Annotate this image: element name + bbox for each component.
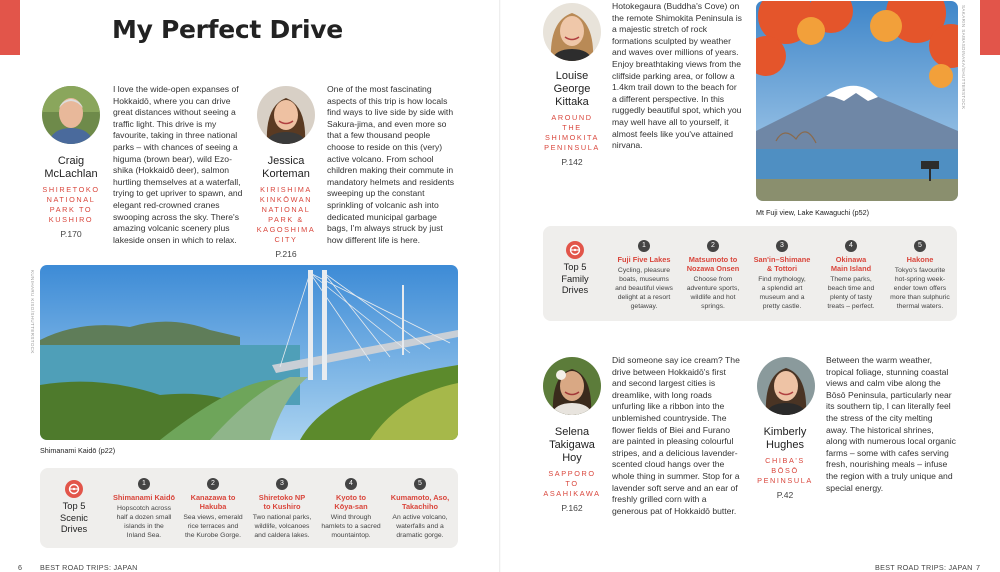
author-location: KUSHIRO — [48, 215, 94, 224]
author-name: Takigawa — [549, 439, 595, 451]
author-text-louise: Hotokegaura (Buddha's Cove) on the remote Shimokita Peninsula is a majestic stretch of rock formations sculpted by weather and waves over millions of years. Enjoy breathtaking views from the cliffside parking area, or follow a 1.4km trail down to the beach for a different perspective. In this ruggedly beautiful spot, which you may well have all to yourself, it almost feels like you've attained nirvana. — [612, 1, 742, 151]
author-name: McLachlan — [44, 168, 98, 180]
author-location: NATIONAL — [261, 205, 311, 214]
photo-credit: KUNIHARU KISO/SHUTTERSTOCK — [30, 270, 35, 354]
item-desc: plenty of tasty — [830, 294, 872, 301]
item-desc: islands in the — [124, 523, 164, 530]
item-title: Fuji Five Lakes — [617, 255, 671, 264]
author-name: Hoy — [562, 452, 582, 464]
author-selena — [532, 426, 612, 513]
author-location: CHIBA'S — [765, 456, 805, 465]
footer-title: BEST ROAD TRIPS: JAPAN — [40, 563, 138, 572]
author-kimberly — [745, 426, 825, 500]
panel-title: Drives — [60, 524, 88, 534]
item-desc: boats, museums — [619, 276, 669, 283]
top5-scenic-panel — [40, 468, 458, 548]
item-desc: Choose from — [693, 276, 733, 283]
author-name: Korteman — [262, 168, 310, 180]
author-location: PARK TO — [49, 205, 93, 214]
item-number: 2 — [707, 240, 719, 252]
panel-title: Family — [561, 273, 589, 284]
item-desc: wildlife, volcanoes — [254, 523, 310, 530]
panel-item — [674, 240, 752, 311]
panel-item — [381, 478, 459, 540]
page-ref: P.170 — [60, 229, 82, 239]
page-ref: P.162 — [561, 503, 583, 513]
panel-item — [743, 240, 821, 311]
author-text-craig: I love the wide-open expanses of Hokkaidō, where you can drive great distances without seeing a traffic light. This drive is my favourite, taking in three national parks – with chances of seeing a higuma (brown bear), wild Ezo-shika (Hokkaidō deer), salmon hurtling themselves at a waterfall, trying to get upriver to spawn, and elegant red-crowned cranes swooping across the sky. There's amazing volcanic scenery plus lakeside onsen in which to relax. — [113, 84, 243, 245]
item-number: 5 — [914, 240, 926, 252]
panel-heading — [48, 501, 100, 536]
item-number: 3 — [776, 240, 788, 252]
author-name: Louise — [555, 70, 589, 82]
steering-wheel-icon — [65, 480, 83, 498]
item-title: Matsumoto to — [688, 255, 738, 264]
author-location: TO — [565, 479, 579, 488]
item-desc: more than sulphuric — [890, 294, 950, 301]
item-number: 5 — [414, 478, 426, 490]
photo-shimanami-kaido — [40, 265, 458, 440]
item-desc: Wind through — [330, 514, 372, 521]
author-location: PENINSULA — [757, 476, 813, 485]
panel-heading — [549, 262, 601, 297]
item-desc: Cycling, pleasure — [617, 267, 671, 274]
item-desc: mountaintop. — [331, 532, 371, 539]
top5-family-panel — [543, 226, 957, 321]
item-desc: and beautiful views — [615, 285, 673, 292]
item-desc: Inland Sea. — [126, 532, 162, 539]
author-louise — [532, 70, 612, 167]
avatar-kimberly — [757, 357, 815, 415]
author-name: Jessica — [267, 155, 305, 167]
author-name: Kittaka — [555, 96, 589, 108]
author-craig — [30, 155, 112, 239]
steering-wheel-icon — [566, 241, 584, 259]
avatar-craig — [42, 86, 100, 144]
item-desc: pretty castle. — [762, 303, 802, 310]
author-location: SAPPORO — [548, 469, 596, 478]
item-number: 1 — [138, 478, 150, 490]
panel-item — [243, 478, 321, 540]
item-desc: ender town offers — [893, 285, 947, 292]
page-ref: P.142 — [561, 157, 583, 167]
item-desc: Find mythology, — [758, 276, 806, 283]
footer-title: BEST ROAD TRIPS: JAPAN — [875, 563, 973, 572]
item-title: Kumamoto, Aso, — [390, 493, 450, 502]
panel-item — [605, 240, 683, 311]
item-title: Hakuba — [199, 502, 227, 511]
photo-credit: SAKARIN SAWASDINAKA/SHUTTERSTOCK — [961, 5, 966, 110]
author-location: KAGOSHIMA — [256, 225, 316, 234]
avatar-louise — [543, 3, 601, 61]
item-title: Nozawa Onsen — [686, 264, 740, 273]
item-title: Okinawa — [835, 255, 867, 264]
item-desc: wildlife and hot — [690, 294, 736, 301]
author-text-selena: Did someone say ice cream? The drive between Hokkaidō's first and second largest cities is dreamlike, with long roads unfurling like a ribbon into the unblemished countryside. The flower fields of Biei and Furano are painted in pleasing colourful stripes, and a delicious lavender-scented cloud hangs over the whole thing in summer. Stop for a lavender soft serve and an ear of freshly grilled corn with a generous pat of Hokkaidō butter. — [612, 355, 740, 516]
author-location: SHIRETOKO — [42, 185, 100, 194]
item-title: to Kushiro — [263, 502, 301, 511]
item-title: Shimanami Kaidō — [112, 493, 175, 502]
item-desc: An active volcano, — [392, 514, 448, 521]
panel-item — [812, 240, 890, 311]
panel-item — [105, 478, 183, 540]
item-title: Takachiho — [401, 502, 438, 511]
item-number: 3 — [276, 478, 288, 490]
item-number: 1 — [638, 240, 650, 252]
item-desc: Theme parks, — [830, 276, 872, 283]
item-title: Kyoto to — [336, 493, 366, 502]
item-title: Kanazawa to — [190, 493, 236, 502]
panel-title: Top 5 — [563, 262, 587, 272]
author-location: KINKŌWAN — [259, 195, 313, 204]
item-desc: waterfalls and a — [396, 523, 444, 530]
page-title: My Perfect Drive — [112, 15, 343, 44]
item-title: Hakone — [906, 255, 934, 264]
item-desc: delight at a resort — [617, 294, 671, 301]
item-desc: beach time and — [827, 285, 875, 292]
item-desc: getaway. — [630, 303, 658, 310]
item-number: 4 — [345, 478, 357, 490]
item-desc: Hopscotch across — [116, 505, 172, 512]
author-location: AROUND — [551, 113, 593, 122]
author-location: ASAHIKAWA — [543, 489, 601, 498]
photo-mt-fuji — [756, 1, 958, 201]
footer-page-number: 7 — [976, 563, 981, 572]
item-title: Kōya-san — [334, 502, 368, 511]
author-jessica — [245, 155, 327, 259]
author-location: CITY — [274, 235, 298, 244]
author-name: Selena — [554, 426, 590, 438]
author-name: Craig — [57, 155, 85, 167]
item-desc: Tokyo's favourite — [894, 267, 946, 274]
item-desc: adventure sports, — [686, 285, 740, 292]
item-desc: half a dozen small — [116, 514, 172, 521]
item-desc: the Kurobe Gorge. — [185, 532, 241, 539]
item-title: San'in–Shimane — [753, 255, 811, 264]
item-desc: Sea views, emerald — [183, 514, 243, 521]
author-text-kimberly: Between the warm weather, tropical foliage, stunning coastal views and calm vibe along the Bōsō Peninsula, particularly near its southern tip, I can literally feel the stress of the city melting away. The historical shrines, along with numerous local organic farms – some with cafes serving fresh, nourishing meals – infuse the region with a truly unique and special energy. — [826, 355, 956, 493]
author-text-jessica: One of the most fascinating aspects of this trip is how locals find ways to live side by side with Sakura-jima, and even more so that a few thousand people choose to reside on this (very) active volcano. From school children making their commute in mandatory helmets and residents sweeping up the constant sprinkling of volcanic ash into dedicated municipal garbage bags, I'm always struck by just how different life is here. — [327, 84, 455, 245]
photo-caption: Shimanami Kaidō (p22) — [40, 446, 116, 455]
author-location: PENINSULA — [544, 143, 600, 152]
author-location: BŌSŌ — [771, 466, 799, 475]
author-name: Hughes — [766, 439, 804, 451]
item-number: 2 — [207, 478, 219, 490]
panel-item — [312, 478, 390, 540]
item-desc: museum and a — [759, 294, 805, 301]
author-location: NATIONAL — [46, 195, 96, 204]
author-name: Kimberly — [763, 426, 807, 438]
item-desc: hamlets to a sacred — [321, 523, 381, 530]
item-number: 4 — [845, 240, 857, 252]
right-edge-tab — [980, 0, 1000, 55]
panel-title: Top 5 — [62, 501, 86, 511]
panel-title: Drives — [561, 285, 589, 295]
author-location: PARK & — [268, 215, 304, 224]
page-gutter — [499, 0, 501, 572]
item-desc: thermal waters. — [896, 303, 944, 310]
panel-title: Scenic — [60, 512, 88, 523]
left-edge-tab — [0, 0, 20, 55]
page-ref: P.216 — [275, 249, 297, 259]
item-title: Main Island — [830, 264, 872, 273]
author-location: THE — [562, 123, 582, 132]
author-location: SHIMOKITA — [545, 133, 599, 142]
item-desc: dramatic gorge. — [396, 532, 444, 539]
avatar-jessica — [257, 86, 315, 144]
author-name: George — [553, 83, 591, 95]
item-desc: springs. — [701, 303, 725, 310]
panel-item — [174, 478, 252, 540]
item-desc: Two national parks, — [252, 514, 312, 521]
item-desc: hot-spring week- — [894, 276, 946, 283]
photo-caption: Mt Fuji view, Lake Kawaguchi (p52) — [756, 208, 870, 217]
page-ref: P.42 — [776, 490, 794, 500]
item-title: & Tottori — [766, 264, 798, 273]
item-desc: rice terraces and — [187, 523, 239, 530]
footer-page-number: 6 — [18, 563, 23, 572]
item-desc: a splendid art — [761, 285, 803, 292]
author-location: KIRISHIMA — [260, 185, 312, 194]
panel-item — [881, 240, 959, 311]
item-desc: treats – perfect. — [827, 303, 875, 310]
avatar-selena — [543, 357, 601, 415]
item-title: Shiretoko NP — [258, 493, 306, 502]
item-desc: and caldera lakes. — [254, 532, 310, 539]
